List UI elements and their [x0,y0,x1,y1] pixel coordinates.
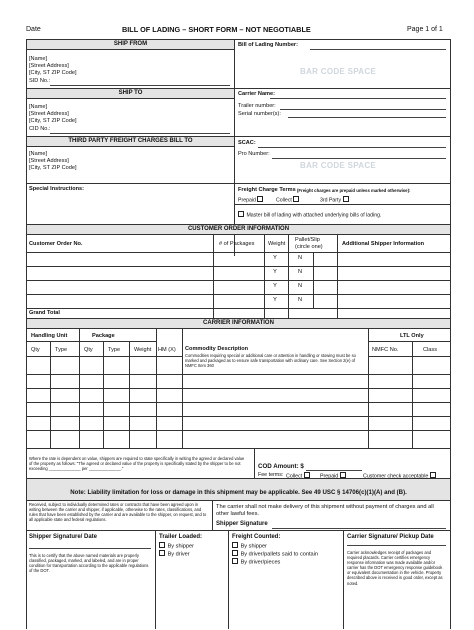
col-customer-order-no: Customer Order No. [29,241,83,247]
prepaid-label: Prepaid [238,197,256,204]
trailer-by-driver-checkbox[interactable] [159,550,165,556]
col-weight-ci: Weight [134,347,152,353]
third-party-label: 3rd Party [320,197,342,204]
serial-number-label: Serial number(s): [238,111,281,117]
fee-terms-label: Fee terms: [258,472,284,478]
cod-amount-label: COD Amount: $ [258,463,304,470]
col-circle-one: (circle one) [295,244,323,250]
customer-order-header: CUSTOMER ORDER INFORMATION [187,226,290,232]
col-pallet-slip: Pallet/Slip [295,237,320,243]
order-row-2-yes[interactable]: Y [273,269,277,275]
counted-pieces-option[interactable] [232,558,280,566]
col-hu-type: Type [55,347,68,353]
commodity-title: Commodity Description [185,346,249,352]
date-label: Date [26,26,41,33]
third-party-city[interactable]: [City, ST ZIP Code] [29,165,77,171]
bol-barcode-placeholder: BAR CODE SPACE [300,67,377,76]
counted-by-shipper-checkbox[interactable] [232,542,238,548]
third-party-checkbox[interactable] [343,196,349,202]
trailer-by-shipper-checkbox[interactable] [159,542,165,548]
shipper-signature-field[interactable] [272,528,446,529]
third-party-header: THIRD PARTY FREIGHT CHARGES BILL TO [68,138,193,144]
col-weight: Weight [268,241,286,247]
cid-label: CID No.: [29,126,51,132]
serial-number-field[interactable] [288,117,446,118]
freight-counted-label: Freight Counted: [232,534,281,540]
scac-label: SCAC: [238,140,256,146]
fee-prepaid-label: Prepaid [320,473,339,480]
order-row-3-yes[interactable]: Y [273,283,277,289]
trailer-by-driver-option[interactable] [159,550,190,558]
ship-to-name[interactable]: [Name] [29,104,48,110]
col-class: Class [423,347,437,353]
handling-unit-label: Handling Unit [31,333,68,339]
bol-number-label: Bill of Lading Number: [238,42,298,48]
ship-from-name[interactable]: [Name] [29,56,48,62]
counted-pallets-option[interactable] [232,550,318,558]
col-hm: HM (X) [158,347,176,353]
trailer-number-label: Trailer number: [238,103,276,109]
pro-number-field[interactable] [272,158,446,159]
value-declaration: Where the rate is dependent on value, shippers are required to state specifically in writing the agreed or declared value of the property as follows: "The agreed or declared value of the property is specifically stated by the shipper to be not exceeding ______________ per ______________." [29,456,245,472]
counted-pallets-checkbox[interactable] [232,550,238,556]
ship-from-city[interactable]: [City, ST ZIP Code] [29,70,77,76]
pro-barcode-placeholder: BAR CODE SPACE [300,161,377,170]
freight-collect-option[interactable] [276,196,300,204]
carrier-name-field[interactable] [270,98,446,99]
order-row-2-no[interactable]: N [297,269,303,275]
master-bol-option[interactable] [238,211,381,219]
collect-label: Collect [276,197,292,204]
received-terms: Received, subject to individually determined rates or contracts that have been agreed upon in writing between the carrier and shipper, if applicable, otherwise to the rates, classifications, and rules that have been established by the carrier and are available to the shipper, on request, and to all applicable state and federal regulations. [29,502,207,523]
ship-to-city[interactable]: [City, ST ZIP Code] [29,118,77,124]
liability-note: Note: Liability limitation for loss or damage in this shipment may be applicable. See 49 USC § 14706(c)(1)(A) and (B). [70,489,407,496]
shipper-signature-label: Shipper Signature [216,521,268,527]
col-pkg-qty: Qty [84,347,93,353]
carrier-name-label: Carrier Name: [238,91,275,97]
carrier-delivery-terms: The carrier shall not make delivery of this shipment without payment of charges and all other lawful fees. [216,504,434,517]
fee-collect-label: Collect [286,473,303,480]
col-packages: # of Packages [219,241,255,247]
customer-check-label: Customer check acceptable [363,473,429,480]
order-row-3-no[interactable]: N [297,283,303,289]
freight-third-party-option[interactable] [320,196,350,204]
scac-field[interactable] [258,147,446,148]
order-row-1-no[interactable]: N [297,255,303,261]
ship-from-street[interactable]: [Street Address] [29,63,69,69]
carrier-info-header: CARRIER INFORMATION [203,320,274,326]
cid-field[interactable] [50,133,230,134]
order-row-4-no[interactable]: N [297,297,303,303]
ltl-only-label: LTL Only [400,333,424,339]
counted-pieces-label: By driver/pieces [240,559,281,566]
collect-checkbox[interactable] [293,196,299,202]
order-row-4-yes[interactable]: Y [273,297,277,303]
sid-label: SID No.: [29,78,51,84]
document-title: BILL OF LADING – SHORT FORM – NOT NEGOTIABLE [122,25,311,34]
cod-amount-field[interactable] [306,470,362,471]
commodity-note: Commodities requiring special or additional care or attention in handling or stowing must be so marked and packaged as to ensure safe transportation with ordinary care. See Section 2(e) of NMFC Item 360 [185,353,356,369]
trailer-by-shipper-label: By shipper [167,543,194,550]
trailer-loaded-label: Trailer Loaded: [159,534,203,540]
shipper-sig-date-label: Shipper Signature/ Date [29,534,98,540]
bol-number-field[interactable] [310,49,446,50]
col-additional-shipper-info: Additional Shipper Information [342,241,425,247]
trailer-by-shipper-option[interactable] [159,542,194,550]
special-instructions-label: Special Instructions: [29,186,85,192]
freight-terms-note: (Freight charges are prepaid unless marked otherwise): [297,187,411,193]
third-party-street[interactable]: [Street Address] [29,158,69,164]
third-party-name[interactable]: [Name] [29,151,48,157]
trailer-by-driver-label: By driver [167,551,190,558]
order-row-1-yes[interactable]: Y [273,255,277,261]
freight-prepaid-option[interactable] [238,196,264,204]
package-label: Package [92,333,115,339]
shipper-certification: This is to certify that the above named materials are properly classified, packaged, marked, and labeled, and are in proper condition for transportation according to the applicable regulations of the DOT. [29,553,149,574]
ship-from-header: SHIP FROM [113,41,148,47]
col-hu-qty: Qty [31,347,40,353]
master-bol-checkbox[interactable] [238,211,244,217]
counted-by-shipper-option[interactable] [232,542,267,550]
pro-number-label: Pro Number: [238,151,270,157]
counted-by-shipper-label: By shipper [240,543,267,550]
grand-total-label: Grand Total [29,310,60,316]
carrier-sig-pickup-field[interactable] [347,545,446,546]
counted-pallets-label: By driver/pallets said to contain [240,551,318,558]
ship-to-header: SHIP TO [118,90,143,96]
shipper-sig-date-field[interactable] [29,548,151,549]
ship-to-street[interactable]: [Street Address] [29,111,69,117]
carrier-sig-pickup-label: Carrier Signature/ Pickup Date [347,534,434,540]
master-bol-label: Master bill of lading with attached underlying bills of lading. [246,212,382,219]
prepaid-checkbox[interactable] [257,196,263,202]
col-pkg-type: Type [108,347,121,353]
sid-field[interactable] [50,85,230,86]
counted-pieces-checkbox[interactable] [232,558,238,564]
col-nmfc: NMFC No. [372,347,399,353]
trailer-number-field[interactable] [280,109,446,110]
carrier-acknowledgement: Carrier acknowledges receipt of packages and required placards. Carrier certifies emergency response information was made available and/or carrier has the DOT emergency response guidebook or equivalent documentation in the vehicle. Property described above is received in good order, except as noted. [347,550,443,586]
freight-terms-label: Freight Charge Terms [238,187,296,193]
page-number: Page 1 of 1 [407,26,443,33]
